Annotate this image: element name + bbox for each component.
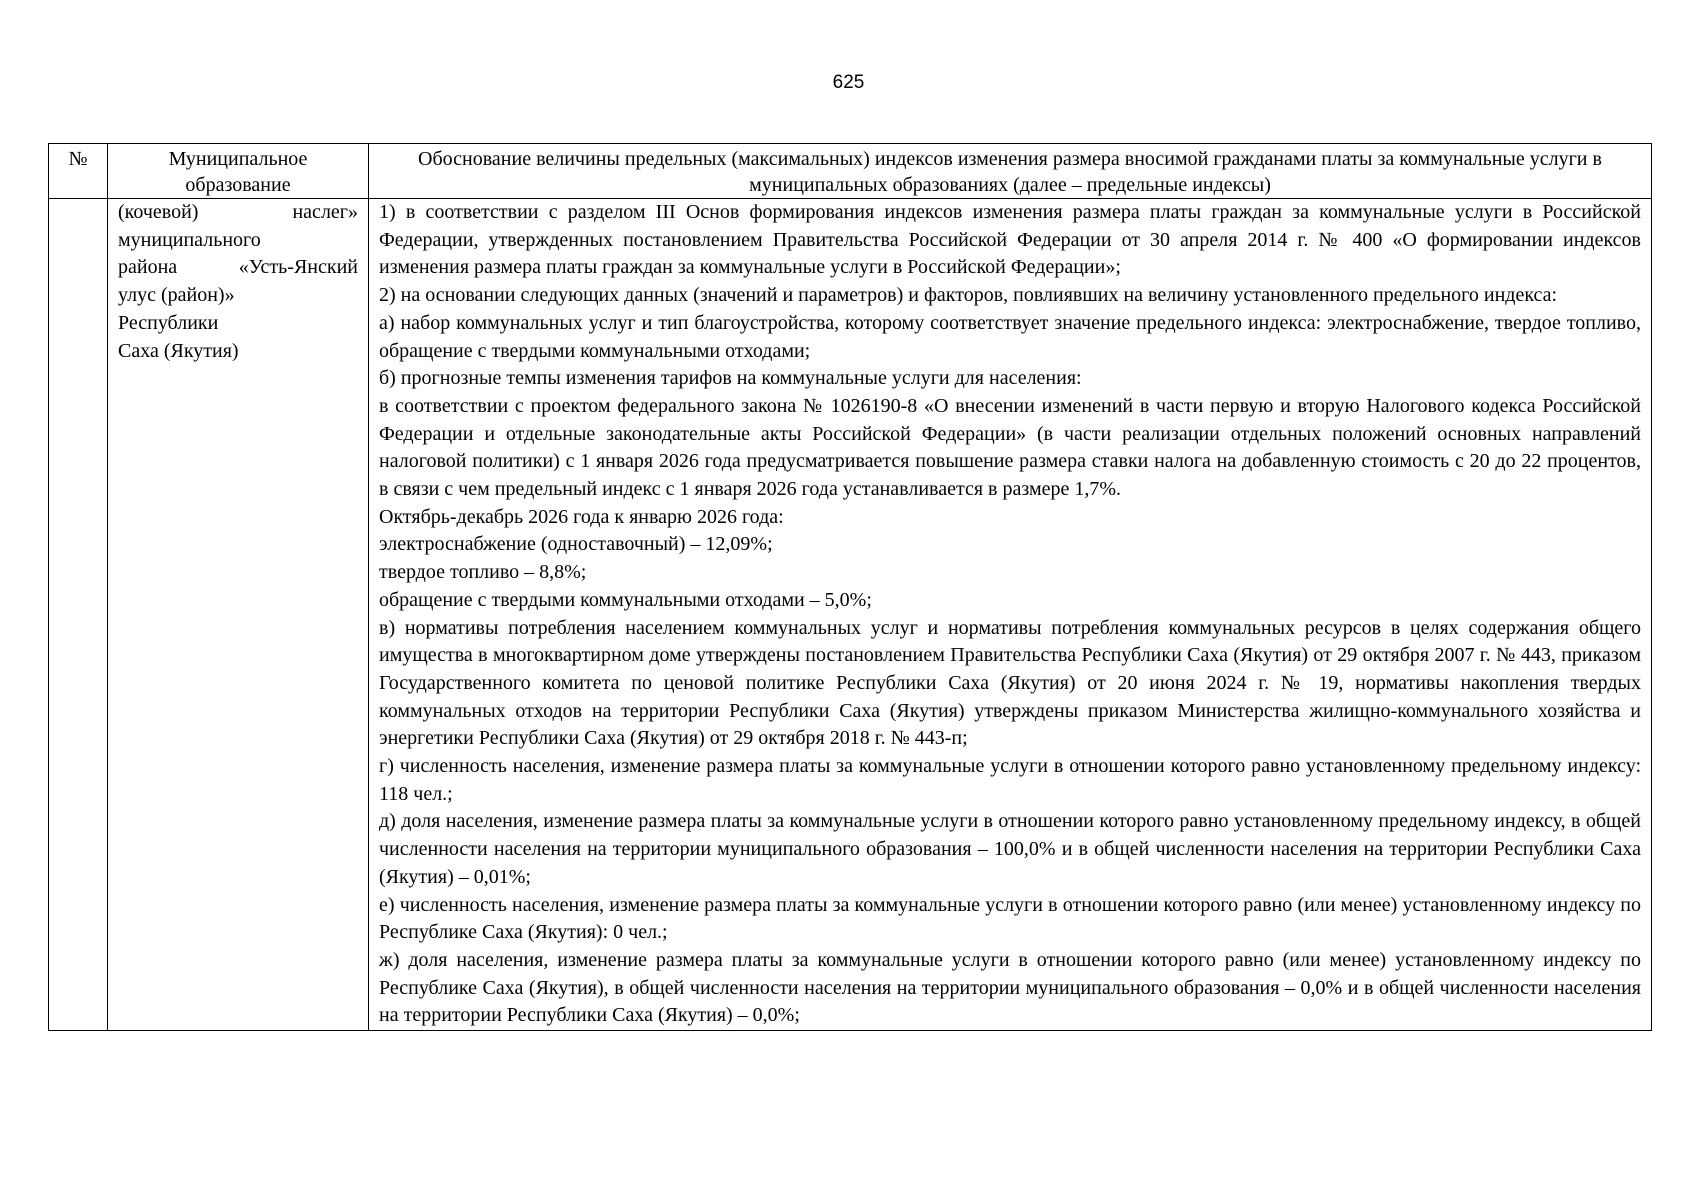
paragraph-consumption-norms: в) нормативы потребления населением коммунальных услуг и нормативы потребления коммунальных ресурсов в целях содержания общего имущества в многоквартирном доме утверждены постановлением Правительства Республики Саха (Якутия) от 29 октября 2007 г. № 443, приказом Государственного комитета по ценовой политике Республики Саха (Якутия) от 20 июня 2024 г. № 19, нормативы накопления твердых коммунальных отходов на территории Республики Саха (Якутия) утверждены приказом Министерства жилищно-коммунального хозяйства и энергетики Республики Саха (Якутия) от 29 октября 2018 г. № 443-п;	[379, 616, 1641, 750]
municipality-line: Саха (Якутия)	[118, 339, 239, 362]
paragraph-vat-law: в соответствии с проектом федерального закона № 1026190-8 «О внесении изменений в части первую и вторую Налогового кодекса Российской Федерации и отдельные законодательные акты Российской Федерации» (в части реализации отдельных положений основных направлений налоговой политики) с 1 января 2026 года предусматривается повышение размера ставки налога на добавленную стоимость с 20 до 22 процентов, в связи с чем предельный индекс с 1 января 2026 года устанавливается в размере 1,7%.	[379, 394, 1641, 501]
paragraph-solid-fuel-rate: твердое топливо – 8,8%;	[379, 561, 587, 584]
municipality-line: улус (район)»	[118, 284, 235, 307]
table-row	[49, 199, 1652, 1031]
paragraph-population-count-below: е) численность населения, изменение размера платы за коммунальные услуги в отношении которого равно (или менее) установленному индексу по Республике Саха (Якутия): 0 чел.;	[379, 893, 1641, 944]
paragraph-population-count: г) численность населения, изменение размера платы за коммунальные услуги в отношении которого равно установленному предельному индексу: 118 чел.;	[379, 755, 1641, 805]
municipality-line: муниципального	[118, 228, 261, 251]
municipality-line: (кочевой) наслег»	[118, 201, 358, 223]
justification-cell	[369, 199, 1652, 1031]
paragraph-services-set: а) набор коммунальных услуг и тип благоустройства, которому соответствует значение предельного индекса: электроснабжение, твердое топливо, обращение с твердыми коммунальными отходами;	[379, 311, 1641, 362]
header-number: №	[49, 144, 108, 199]
header-justification: Обоснование величины предельных (максимальных) индексов изменения размера вносимой гражданами платы за коммунальные услуги в муниципальных образованиях (далее – предельные индексы)	[369, 144, 1652, 199]
header-municipality: Муниципальное образование	[108, 144, 369, 199]
table-header-row	[49, 144, 1652, 199]
municipality-line: Республики	[118, 311, 219, 334]
paragraph-population-share: д) доля населения, изменение размера платы за коммунальные услуги в отношении которого равно установленному предельному индексу, в общей численности населения на территории муниципального образования – 100,0% и в общей численности населения на территории Республики Саха (Якутия) – 0,01%;	[379, 810, 1641, 888]
page-number: 625	[832, 72, 865, 93]
paragraph-factors-intro: 2) на основании следующих данных (значений и параметров) и факторов, повлиявших на величину установленного предельного индекса:	[379, 284, 1558, 307]
municipality-line: района «Усть-Янский	[118, 256, 358, 279]
row-number-cell	[49, 199, 108, 1031]
indices-table	[48, 143, 1652, 1031]
paragraph-legal-basis: 1) в соответствии с разделом III Основ формирования индексов изменения размера платы граждан за коммунальные услуги в Российской Федерации, утвержденных постановлением Правительства Российской Федерации от 30 апреля 2014 г. № 400 «О формировании индексов изменения размера платы граждан за коммунальные услуги в Российской Федерации»;	[379, 201, 1641, 279]
paragraph-tariff-forecast: б) прогнозные темпы изменения тарифов на коммунальные услуги для населения:	[379, 367, 1082, 390]
paragraph-electricity-rate: электроснабжение (одноставочный) – 12,09%;	[379, 533, 773, 556]
paragraph-period: Октябрь-декабрь 2026 года к январю 2026 года:	[379, 505, 784, 528]
paragraph-waste-rate: обращение с твердыми коммунальными отходами – 5,0%;	[379, 588, 872, 611]
municipality-cell	[108, 199, 369, 1031]
paragraph-population-share-below: ж) доля населения, изменение размера платы за коммунальные услуги в отношении которого равно (или менее) установленному индексу по Республике Саха (Якутия), в общей численности населения на территории муниципального образования – 0,0% и в общей численности населения на территории Республики Саха (Якутия) – 0,0%;	[379, 948, 1641, 1027]
